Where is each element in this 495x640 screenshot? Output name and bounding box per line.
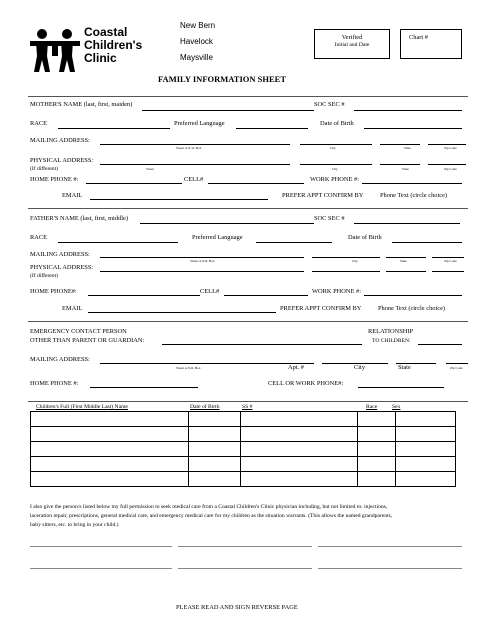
emergency-other-label: OTHER THAN PARENT OR GUARDIAN: <box>30 337 145 344</box>
table-row <box>31 472 456 487</box>
children-figures-icon <box>30 28 80 74</box>
table-cell[interactable] <box>31 457 189 472</box>
emergency-city-label: City <box>354 364 366 371</box>
mother-name-label: MOTHER'S NAME (last, first, maiden) <box>30 101 133 108</box>
father-race-field[interactable] <box>58 242 178 243</box>
verified-label: Verified <box>341 34 363 41</box>
mother-dob-label: Date of Birth <box>320 120 354 127</box>
table-cell[interactable] <box>188 412 240 427</box>
table-cell[interactable] <box>396 412 456 427</box>
emergency-to-children-label: TO CHILDREN: <box>372 338 411 344</box>
father-confirm-options[interactable]: Phone Text (circle choice) <box>378 305 446 312</box>
state-sublabel: State <box>402 167 409 171</box>
table-row <box>31 442 456 457</box>
mother-mailing-state-field[interactable] <box>380 144 420 145</box>
state-sublabel: State <box>400 259 407 263</box>
father-soc-label: SOC SEC # <box>314 215 345 222</box>
location-havelock: Havelock <box>180 37 213 46</box>
table-row <box>31 412 456 427</box>
father-physical-zip-field[interactable] <box>432 271 464 272</box>
table-cell[interactable] <box>240 412 358 427</box>
father-physical-city-field[interactable] <box>312 271 380 272</box>
father-mailing-zip-field[interactable] <box>432 257 464 258</box>
city-sublabel: City <box>332 167 338 171</box>
mother-email-label: EMAIL <box>62 192 83 199</box>
authorized-person-3-name-field[interactable] <box>30 568 172 569</box>
location-maysville: Maysville <box>180 53 213 62</box>
table-cell[interactable] <box>240 472 358 487</box>
father-work-phone-label: WORK PHONE #: <box>312 288 361 295</box>
father-home-phone-field[interactable] <box>88 295 200 296</box>
emergency-home-phone-label: HOME PHONE #: <box>30 380 79 387</box>
emergency-state-label: State <box>398 364 411 371</box>
city-sublabel: City <box>352 259 358 263</box>
divider <box>28 321 468 322</box>
emergency-relationship-field[interactable] <box>418 344 462 345</box>
emergency-mailing-label: MAILING ADDRESS: <box>30 356 90 363</box>
table-row <box>31 427 456 442</box>
divider <box>28 96 468 97</box>
mother-soc-field[interactable] <box>354 110 462 111</box>
table-cell[interactable] <box>240 457 358 472</box>
table-cell[interactable] <box>240 442 358 457</box>
clinic-logo <box>30 26 180 76</box>
consent-line-3: baby sitters, etc. to bring in your child.) <box>30 522 119 528</box>
father-physical-street-field[interactable] <box>100 271 304 272</box>
street-sublabel: Street or P.O. Box <box>190 259 215 263</box>
children-table <box>30 411 456 487</box>
mother-physical-label: PHYSICAL ADDRESS: <box>30 157 94 164</box>
table-cell[interactable] <box>396 442 456 457</box>
table-cell[interactable] <box>358 427 396 442</box>
mother-cell-field[interactable] <box>208 183 304 184</box>
clinic-locations <box>180 18 215 66</box>
mother-home-phone-label: HOME PHONE #: <box>30 176 79 183</box>
father-email-label: EMAIL <box>62 305 83 312</box>
children-name-header: Children's Full (First Middle Last) Name <box>36 404 128 410</box>
authorized-person-3-relationship-field[interactable] <box>178 568 312 569</box>
table-cell[interactable] <box>188 442 240 457</box>
children-sex-header: Sex <box>392 404 401 410</box>
table-cell[interactable] <box>358 412 396 427</box>
mother-mailing-zip-field[interactable] <box>428 144 466 145</box>
table-cell[interactable] <box>240 427 358 442</box>
father-dob-label: Date of Birth <box>348 234 382 241</box>
table-cell[interactable] <box>358 442 396 457</box>
father-mailing-street-field[interactable] <box>100 257 304 258</box>
father-mailing-label: MAILING ADDRESS: <box>30 251 90 258</box>
table-cell[interactable] <box>188 427 240 442</box>
zip-sublabel: Zip Code <box>444 259 457 263</box>
authorized-person-1-relationship-field[interactable] <box>178 546 312 547</box>
mother-physical-zip-field[interactable] <box>428 164 466 165</box>
mother-mailing-city-field[interactable] <box>300 144 372 145</box>
father-confirm-label: PREFER APPT CONFIRM BY <box>280 305 362 312</box>
table-cell[interactable] <box>188 457 240 472</box>
mother-soc-label: SOC SEC # <box>314 101 345 108</box>
mother-name-field[interactable] <box>142 110 314 111</box>
children-ss-header: SS # <box>242 404 253 410</box>
father-dob-field[interactable] <box>392 242 462 243</box>
zip-sublabel: Zip Code <box>444 146 457 150</box>
divider <box>28 401 468 402</box>
emergency-relationship-label: RELATIONSHIP <box>368 328 414 335</box>
father-physical-state-field[interactable] <box>386 271 426 272</box>
divider <box>28 208 468 209</box>
street-sublabel: Street or P.O. Box <box>176 366 201 370</box>
table-cell[interactable] <box>396 457 456 472</box>
mother-race-label: RACE <box>30 120 48 127</box>
father-name-label: FATHER'S NAME (last, first, middle) <box>30 215 128 222</box>
mother-mailing-label: MAILING ADDRESS: <box>30 137 90 144</box>
mother-mailing-street-field[interactable] <box>100 144 290 145</box>
clinic-name-line1: Coastal <box>84 25 128 39</box>
table-cell[interactable] <box>396 472 456 487</box>
emergency-home-phone-field[interactable] <box>90 387 198 388</box>
mother-email-field[interactable] <box>90 199 268 200</box>
mother-confirm-options[interactable]: Phone Text (circle choice) <box>380 192 448 199</box>
father-language-label: Preferred Language <box>192 234 243 241</box>
father-mailing-state-field[interactable] <box>386 257 426 258</box>
emergency-cell-work-label: CELL OR WORK PHONE#: <box>268 380 344 387</box>
father-physical-label: PHYSICAL ADDRESS: <box>30 264 94 271</box>
emergency-apt-label: Apt. # <box>288 364 304 371</box>
children-race-header: Race <box>366 404 378 410</box>
clinic-name-line2: Children's <box>84 38 143 52</box>
emergency-contact-name-field[interactable] <box>162 344 362 345</box>
table-cell[interactable] <box>188 472 240 487</box>
mother-physical-city-field[interactable] <box>300 164 372 165</box>
mother-work-phone-field[interactable] <box>362 183 462 184</box>
father-language-field[interactable] <box>256 242 332 243</box>
father-name-field[interactable] <box>140 223 314 224</box>
location-new-bern: New Bern <box>180 21 216 30</box>
mother-cell-label: CELL# <box>184 176 204 183</box>
table-cell[interactable] <box>358 457 396 472</box>
table-cell[interactable] <box>358 472 396 487</box>
mother-physical-street-field[interactable] <box>100 164 290 165</box>
zip-sublabel: Zip Code <box>444 167 457 171</box>
father-soc-field[interactable] <box>354 223 460 224</box>
emergency-mailing-street-field[interactable] <box>100 363 314 364</box>
zip-sublabel: Zip Code <box>450 366 463 370</box>
verified-box[interactable] <box>314 29 390 59</box>
if-different-note: (If different) <box>30 273 59 279</box>
if-different-note: (If different) <box>30 166 59 172</box>
mother-physical-state-field[interactable] <box>380 164 420 165</box>
page-title: FAMILY INFORMATION SHEET <box>158 74 286 84</box>
children-dob-header: Date of Birth <box>190 404 220 410</box>
emergency-mailing-zip-field[interactable] <box>446 363 468 364</box>
table-cell[interactable] <box>31 472 189 487</box>
table-cell[interactable] <box>31 427 189 442</box>
emergency-cell-work-field[interactable] <box>358 387 444 388</box>
consent-line-1: I also give the person/s listed below my full permission to seek medical care from a Coastal Children's Clinic physician including, but not limited to: injections, <box>30 504 388 510</box>
footer-note: PLEASE READ AND SIGN REVERSE PAGE <box>176 604 298 611</box>
emergency-contact-label: EMERGENCY CONTACT PERSON <box>30 328 127 335</box>
mother-dob-field[interactable] <box>364 128 462 129</box>
father-work-phone-field[interactable] <box>364 295 462 296</box>
verified-sub-label: Initial and Date <box>334 42 370 48</box>
table-cell[interactable] <box>31 412 189 427</box>
father-race-label: RACE <box>30 234 48 241</box>
father-email-field[interactable] <box>88 312 276 313</box>
table-cell[interactable] <box>31 442 189 457</box>
clinic-name-line3: Clinic <box>84 51 117 65</box>
father-cell-label: CELL# <box>200 288 220 295</box>
father-home-phone-label: HOME PHONE#: <box>30 288 77 295</box>
chart-number-box[interactable] <box>400 29 462 59</box>
table-cell[interactable] <box>396 427 456 442</box>
father-mailing-city-field[interactable] <box>312 257 380 258</box>
city-sublabel: City <box>330 146 336 150</box>
mother-work-phone-label: WORK PHONE #: <box>310 176 359 183</box>
authorized-person-2-name-field[interactable] <box>318 546 462 547</box>
street-sublabel: Street or P. O. Box <box>176 146 202 150</box>
mother-race-field[interactable] <box>58 128 170 129</box>
table-row <box>31 457 456 472</box>
mother-home-phone-field[interactable] <box>86 183 182 184</box>
mother-language-label: Preferred Language <box>174 120 225 127</box>
consent-paragraph <box>30 503 392 530</box>
authorized-person-4-name-field[interactable] <box>318 568 462 569</box>
chart-number-label: Chart # <box>409 34 428 41</box>
state-sublabel: State <box>404 146 411 150</box>
authorized-person-1-name-field[interactable] <box>30 546 172 547</box>
street-sublabel: Street <box>146 167 154 171</box>
consent-line-2: laceration repair, prescriptions, general medical care, and emergency medical care for my children as the situation warrants. (This allows the named grandparents, <box>30 513 393 519</box>
mother-confirm-label: PREFER APPT CONFIRM BY <box>282 192 364 199</box>
father-cell-field[interactable] <box>224 295 308 296</box>
mother-language-field[interactable] <box>236 128 308 129</box>
